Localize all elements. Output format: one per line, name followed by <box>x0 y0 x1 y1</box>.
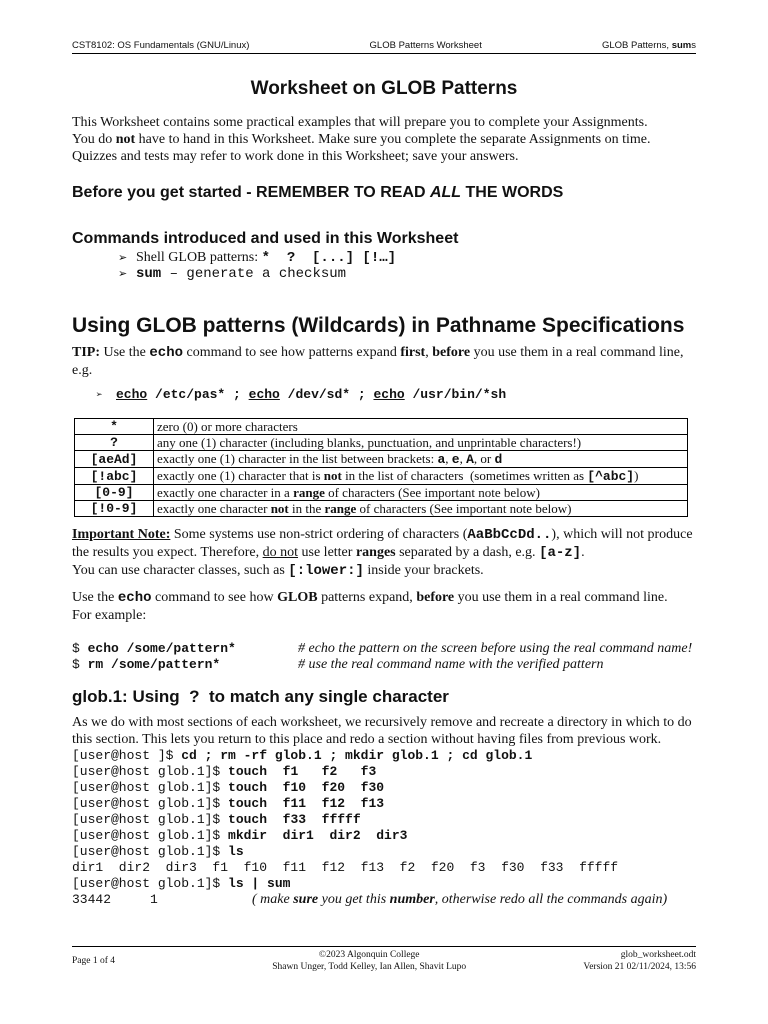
commands-list <box>118 250 696 282</box>
glob-pattern-table <box>74 418 688 517</box>
terminal-line: [user@host glob.1]$ touch f11 f12 f13 <box>72 796 385 811</box>
footer-file: glob_worksheet.odt Version 21 02/11/2024, 13:56 <box>583 950 696 972</box>
table-row: [0-9] exactly one character in a range of characters (See important note below) <box>75 485 688 501</box>
page-header <box>72 40 696 54</box>
document-page <box>72 40 696 908</box>
footer-credits: ©2023 Algonquin College Shawn Unger, Todd Kelley, Ian Allen, Shavit Lupo <box>272 950 467 972</box>
table-row: [aeAd] exactly one (1) character in the list between brackets: a, e, A, or d <box>75 451 688 468</box>
example-line: $ rm /some/pattern* # use the real command name with the verified pattern <box>72 657 604 672</box>
terminal-line: [user@host glob.1]$ touch f1 f2 f3 <box>72 764 377 779</box>
terminal-line: [user@host glob.1]$ ls <box>72 844 244 859</box>
commands-heading: Commands introduced and used in this Worksheet <box>72 230 459 247</box>
header-center: GLOB Patterns Worksheet <box>369 40 482 51</box>
terminal-line: [user@host ]$ cd ; rm -rf glob.1 ; mkdir glob.1 ; cd glob.1 <box>72 748 533 763</box>
glob1-heading: glob.1: Using ? to match any single character <box>72 687 449 706</box>
page-title: Worksheet on GLOB Patterns <box>250 78 518 99</box>
terminal-line: 33442 1 ( make sure you get this number, otherwise redo all the commands again) <box>72 892 668 907</box>
section-heading: Using GLOB patterns (Wildcards) in Pathname Specifications <box>72 314 685 337</box>
table-row: ? any one (1) character (including blanks, punctuation, and unprintable characters!) <box>75 435 688 451</box>
header-right: GLOB Patterns, sums <box>601 40 696 51</box>
table-row: [!abc] exactly one (1) character that is not in the list of characters (sometimes written as [^abc]) <box>75 468 688 485</box>
list-item: ➢ sum – generate a checksum <box>118 266 696 282</box>
page-footer <box>72 946 696 973</box>
before-heading: Before you get started - REMEMBER TO READ ALL THE WORDS <box>72 184 564 201</box>
terminal-line: [user@host glob.1]$ touch f10 f20 f30 <box>72 780 385 795</box>
example-line: $ echo /some/pattern* # echo the pattern on the screen before using the real command name! <box>72 641 693 656</box>
terminal-line: [user@host glob.1]$ touch f33 fffff <box>72 812 361 827</box>
terminal-line: [user@host glob.1]$ ls | sum <box>72 876 291 891</box>
use-echo-paragraph: Use the echo command to see how GLOB patterns expand, before you use them in a real command line. For example: <box>72 590 668 623</box>
important-note: Important Note: Some systems use non-strict ordering of characters (AaBbCcDd..), which will not produce the results you expect. Therefore, do not use letter ranges separated by a dash, e.g. [a-z]. You can use character classes, such as [:lower:] inside your brackets. <box>72 527 693 579</box>
terminal-line: dir1 dir2 dir3 f1 f10 f11 f12 f13 f2 f20 f3 f30 f33 fffff <box>72 860 619 875</box>
tip-example-command: ➢ echo /etc/pas* ; echo /dev/sd* ; echo /usr/bin/*sh <box>96 387 696 402</box>
tip-paragraph: TIP: Use the echo command to see how patterns expand first, before you use them in a real command line, e.g. <box>72 345 684 378</box>
glob1-intro: As we do with most sections of each worksheet, we recursively remove and recreate a directory in which to do this section. This lets you return to this place and redo a section without having files from previous work. <box>72 715 692 747</box>
examples-block <box>72 641 696 673</box>
list-item: ➢ Shell GLOB patterns: * ? [...] [!…] <box>118 250 696 266</box>
table-row: [!0-9] exactly one character not in the range of characters (See important note below) <box>75 501 688 517</box>
intro-paragraph: This Worksheet contains some practical examples that will prepare you to complete your Assignments. You do not have to hand in this Worksheet. Make sure you complete the separate Assignments on time. Quizzes and tests may refer to work done in this Worksheet; save your answers. <box>72 115 651 164</box>
table-row: * zero (0) or more characters <box>75 419 688 435</box>
footer-page: Page 1 of 4 <box>72 956 116 966</box>
terminal-session <box>72 748 696 908</box>
terminal-line: [user@host glob.1]$ mkdir dir1 dir2 dir3 <box>72 828 408 843</box>
header-course: CST8102: OS Fundamentals (GNU/Linux) <box>72 40 250 51</box>
